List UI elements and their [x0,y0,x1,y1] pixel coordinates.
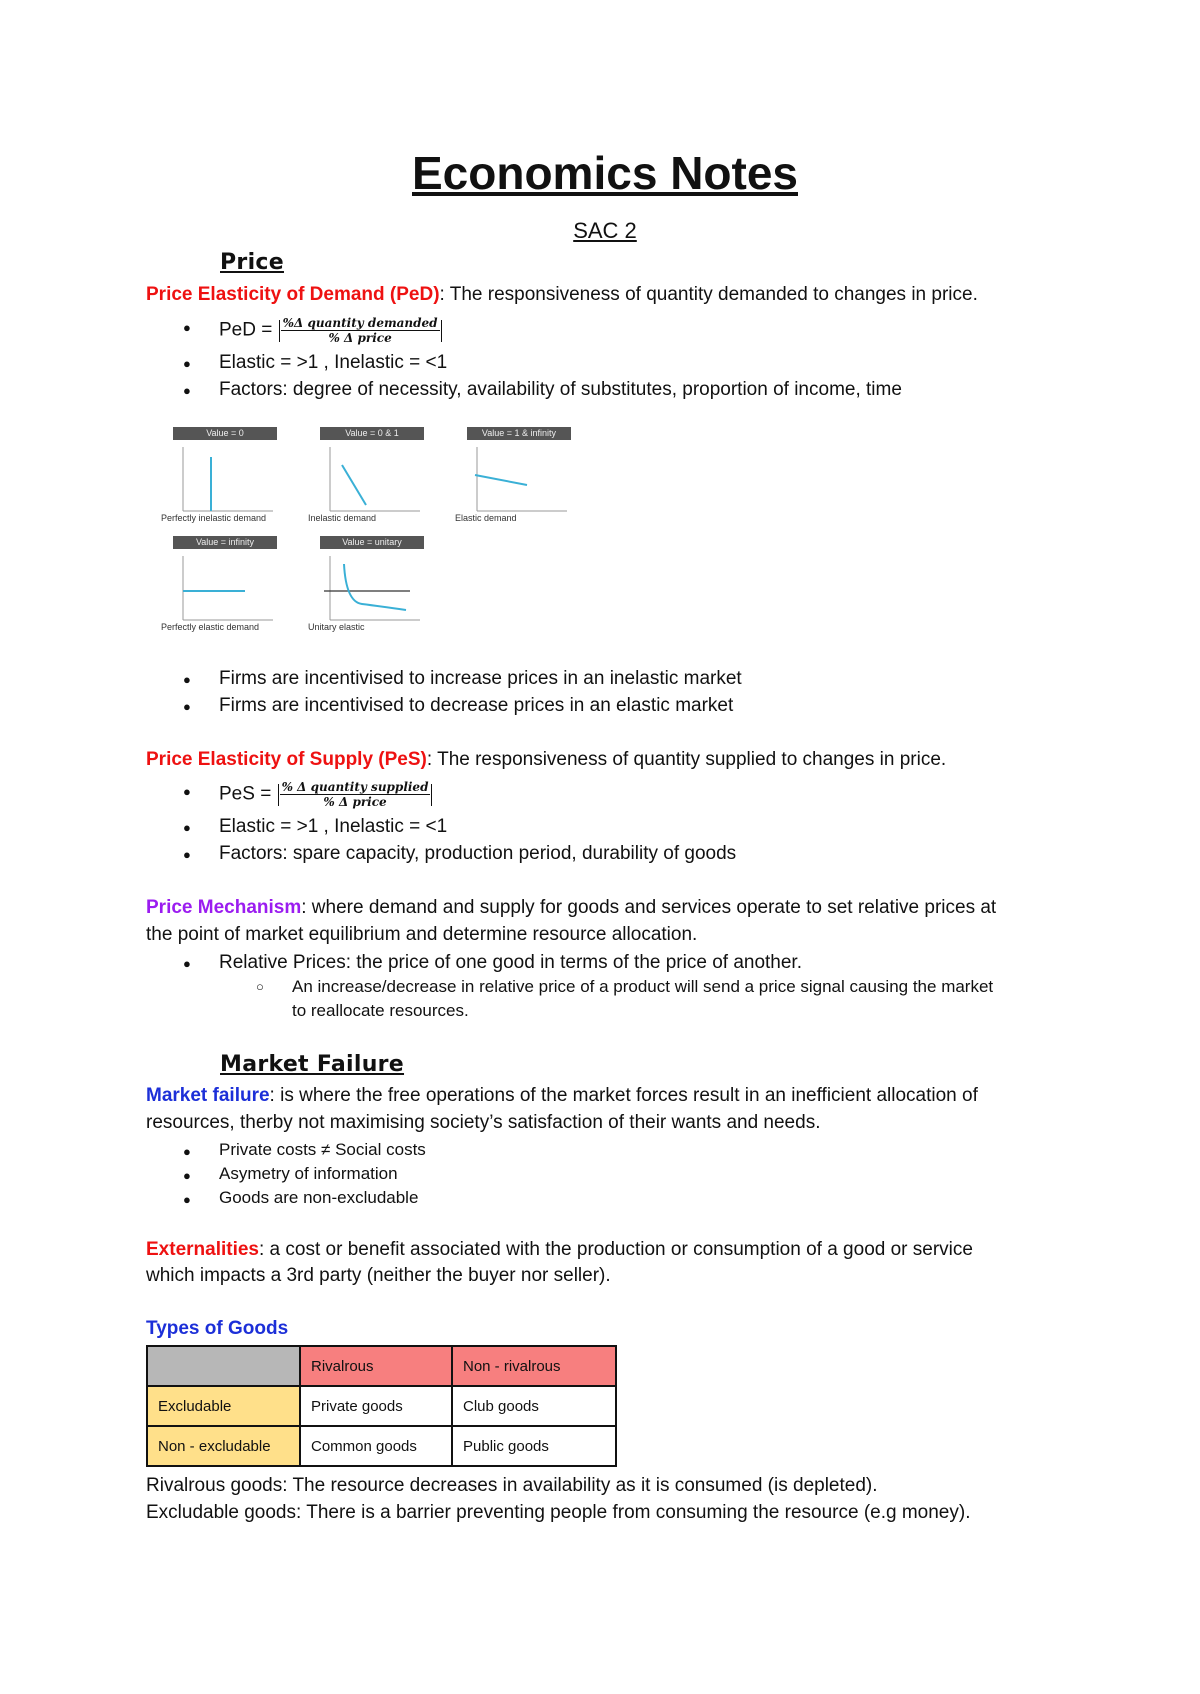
chart-perfectly-elastic [153,534,293,636]
market-failure-definition [146,1085,978,1107]
pes-definition-text: : The responsiveness of quantity supplied to changes in price. [426,749,947,770]
ped-formula-label: PeD = [219,319,273,341]
section-heading-price: Price [220,250,284,275]
chart-unitary [300,534,440,636]
pes-elastic-bullet: ● Elastic = >1 , Inelastic = <1 [219,816,447,838]
chart-label: Value = 0 & 1 [320,427,424,440]
types-of-goods-table [146,1345,617,1467]
chart-axes [300,425,440,527]
relative-prices-sub-line2: to reallocate resources. [292,1001,469,1020]
externalities-definition-line2: which impacts a 3rd party (neither the buyer nor seller). [146,1265,611,1286]
mechanism-definition-line2: the point of market equilibrium and determine resource allocation. [146,924,698,945]
chart-axes [153,425,293,527]
pes-definition [146,749,946,771]
chart-axes [447,425,587,527]
table-cell: Public goods [452,1426,616,1466]
ped-fraction-denominator: % Δ price [328,331,392,345]
pes-formula-label: PeS = [219,783,272,805]
market-failure-term: Market failure [146,1085,270,1106]
table-header-cell: Rivalrous [300,1346,452,1386]
ped-term: Price Elasticity of Demand (PeD) [146,284,440,305]
relative-prices-sub-bullet: ○ An increase/decrease in relative price of a product will send a price signal causing the market [292,977,993,997]
chart-caption: Perfectly inelastic demand [161,513,267,523]
externalities-term: Externalities [146,1239,259,1260]
market-failure-bullet: ● Private costs ≠ Social costs [219,1140,426,1160]
firm-bullet-inelastic: ● Firms are incentivised to increase prices in an inelastic market [219,668,742,690]
ped-definition [146,284,978,306]
pes-term: Price Elasticity of Supply (PeS) [146,749,427,770]
ped-fraction-numerator: %Δ quantity demanded [282,316,438,330]
chart-caption: Inelastic demand [308,513,377,523]
page-subtitle: SAC 2 [573,218,637,243]
table-cell: Private goods [300,1386,452,1426]
table-header-cell: Non - rivalrous [452,1346,616,1386]
market-failure-bullet: ● Goods are non-excludable [219,1188,418,1208]
chart-label: Value = infinity [173,536,277,549]
chart-elastic [447,425,587,527]
mechanism-definition [146,897,996,919]
chart-label: Value = 0 [173,427,277,440]
table-row-header-cell: Excludable [147,1386,300,1426]
pes-factors-bullet: ● Factors: spare capacity, production period, durability of goods [219,843,736,865]
mechanism-term: Price Mechanism [146,897,302,918]
table-row [147,1386,616,1426]
rivalrous-definition: Rivalrous goods: The resource decreases in availability as it is consumed (is depleted). [146,1475,878,1496]
demand-curve [344,564,406,610]
table-corner-cell [147,1346,300,1386]
table-header-row [147,1346,616,1386]
chart-caption: Perfectly elastic demand [161,622,260,632]
mechanism-definition-text: : where demand and supply for goods and services operate to set relative prices at [301,897,997,918]
chart-caption: Unitary elastic [308,622,365,632]
section-heading-market-failure: Market Failure [220,1052,405,1077]
excludable-definition: Excludable goods: There is a barrier preventing people from consuming the resource (e.g money). [146,1502,971,1523]
chart-axes [300,534,440,636]
ped-fraction [281,316,440,345]
table-cell: Common goods [300,1426,452,1466]
types-of-goods-heading: Types of Goods [146,1318,289,1339]
market-failure-bullet: ● Asymetry of information [219,1164,398,1184]
page-title: Economics Notes [412,147,798,199]
market-failure-definition-text: : is where the free operations of the market forces result in an inefficient allocation of [269,1085,978,1106]
demand-curve [475,475,527,485]
chart-axes [153,534,293,636]
pes-formula [219,780,433,809]
externalities-definition [146,1239,973,1261]
ped-factors-bullet: ● Factors: degree of necessity, availability of substitutes, proportion of income, time [219,379,902,401]
market-failure-definition-line2: resources, therby not maximising society’s satisfaction of their wants and needs. [146,1112,821,1133]
chart-caption: Elastic demand [455,513,517,523]
externalities-definition-text: : a cost or benefit associated with the production or consumption of a good or service [259,1239,973,1260]
chart-label: Value = unitary [320,536,424,549]
table-row-header-cell: Non - excludable [147,1426,300,1466]
relative-prices-bullet: ● Relative Prices: the price of one good in terms of the price of another. [219,952,802,974]
pes-fraction [280,780,431,809]
demand-curve [342,465,366,505]
table-cell: Club goods [452,1386,616,1426]
firm-bullet-elastic: ● Firms are incentivised to decrease prices in an elastic market [219,695,733,717]
ped-definition-text: : The responsiveness of quantity demanded to changes in price. [439,284,978,305]
chart-perfectly-inelastic [153,425,293,527]
ped-formula [219,316,443,345]
table-row [147,1426,616,1466]
chart-label: Value = 1 & infinity [467,427,571,440]
pes-fraction-numerator: % Δ quantity supplied [281,780,429,794]
ped-elastic-bullet: ● Elastic = >1 , Inelastic = <1 [219,352,447,374]
chart-inelastic [300,425,440,527]
pes-fraction-denominator: % Δ price [323,795,387,809]
